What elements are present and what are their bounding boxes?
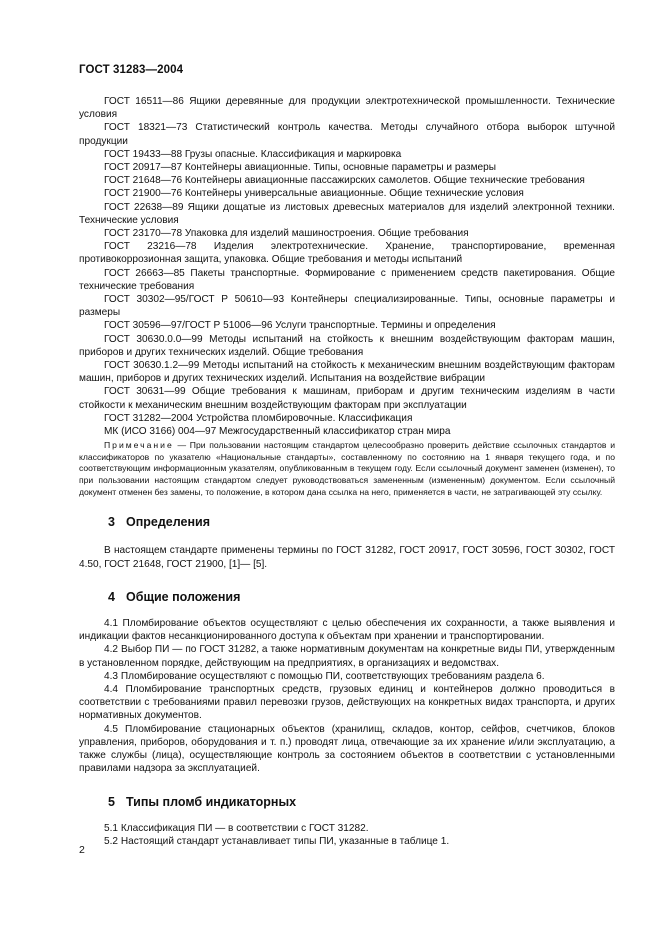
reference-item: ГОСТ 30631—99 Общие требования к машинам, приборам и другим техническим изделиям в части стойкости к механическим внешним воздействующим факторам при эксплуатации bbox=[79, 386, 615, 411]
reference-item: ГОСТ 30630.1.2—99 Методы испытаний на стойкость к механическим внешним воздействующим факторам машин, приборов и других технических изделий. Испытания на воздействие вибрации bbox=[79, 360, 615, 385]
clause-4-1: 4.1 Пломбирование объектов осуществляют с целью обеспечения их сохранности, а также выявления и индикации фактов несанкционированного доступа к объектам при хранении и транспортировании. bbox=[79, 618, 615, 643]
standard-header: ГОСТ 31283—2004 bbox=[79, 64, 184, 76]
reference-item: ГОСТ 16511—86 Ящики деревянные для продукции электротехнической промышленности. Технические условия bbox=[79, 96, 615, 121]
reference-item: ГОСТ 30596—97/ГОСТ Р 51006—96 Услуги транспортные. Термины и определения bbox=[104, 320, 496, 332]
section-4-number: 4 bbox=[108, 589, 115, 604]
section-3-number: 3 bbox=[108, 515, 115, 530]
reference-item: МК (ИСО 3166) 004—97 Межгосударственный классификатор стран мира bbox=[104, 426, 451, 438]
reference-item: ГОСТ 22638—89 Ящики дощатые из листовых древесных материалов для изделий электронной техники. Технические условия bbox=[79, 201, 615, 226]
reference-item: ГОСТ 30630.0.0—99 Методы испытаний на стойкость к внешним воздействующим факторам машин, приборов и других технических изделий. Общие требования bbox=[79, 333, 615, 358]
reference-item: ГОСТ 18321—73 Статистический контроль качества. Методы случайного отбора выборок штучной продукции bbox=[79, 122, 615, 147]
note-label: Примечание bbox=[104, 440, 174, 451]
reference-item: ГОСТ 20917—87 Контейнеры авиационные. Типы, основные параметры и размеры bbox=[104, 162, 497, 174]
clause-4-2: 4.2 Выбор ПИ — по ГОСТ 31282, а также нормативным документам на конкретные виды ПИ, утвержденным в установленном порядке, действующим на предприятиях, в организациях и ведомствах. bbox=[79, 644, 615, 669]
references-list bbox=[79, 95, 615, 438]
clause-5-1: 5.1 Классификация ПИ — в соответствии с ГОСТ 31282. bbox=[104, 822, 369, 834]
section-5-number: 5 bbox=[108, 794, 115, 809]
clause-4-5: 4.5 Пломбирование стационарных объектов (хранилищ, складов, контор, сейфов, счетчиков, блоков управления, приборов, оборудования и т. п.) проводят лица, отвечающие за их хранение и/или эксплуатацию, а также службы (лица), осуществляющие контроль за состоянием объектов в соответствии с установленными правилами надзора за эксплуатацией. bbox=[79, 723, 615, 775]
reference-item: ГОСТ 30302—95/ГОСТ Р 50610—93 Контейнеры специализированные. Типы, основные параметры и размеры bbox=[79, 294, 615, 319]
section-3-title: Определения bbox=[126, 515, 211, 530]
page-number: 2 bbox=[79, 844, 85, 856]
clause-5-2: 5.2 Настоящий стандарт устанавливает типы ПИ, указанные в таблице 1. bbox=[104, 835, 450, 847]
note-text: — При пользовании настоящим стандартом целесообразно проверить действие ссылочных стандартов и классификаторов по указателю «Национальные стандарты», составленному по состоянию на 1 января текущего года, и по соответствующим информационным указателям, опубликованным в текущем году. Если ссылочный документ заменен (изменен), то при пользовании настоящим стандартом следует руководствоваться замененным (измененным) документом. Если ссылочный документ отменен без замены, то положение, в котором дана ссылка на него, применяется в части, не затрагивающей эту ссылку. bbox=[79, 440, 615, 497]
references-note bbox=[79, 440, 615, 498]
section-4-heading bbox=[79, 591, 615, 604]
reference-item: ГОСТ 21648—76 Контейнеры авиационные пассажирских самолетов. Общие технические требования bbox=[104, 175, 585, 187]
reference-item: ГОСТ 21900—76 Контейнеры универсальные авиационные. Общие технические условия bbox=[104, 188, 524, 200]
page-body bbox=[79, 95, 615, 848]
clause-4-3: 4.3 Пломбирование осуществляют с помощью ПИ, соответствующих требованиям раздела 6. bbox=[104, 670, 545, 682]
reference-item: ГОСТ 31282—2004 Устройства пломбировочные. Классификация bbox=[104, 412, 413, 424]
section-4-title: Общие положения bbox=[126, 589, 241, 604]
reference-item: ГОСТ 26663—85 Пакеты транспортные. Формирование с применением средств пакетирования. Общие технические требования bbox=[79, 267, 615, 292]
section-5-heading bbox=[79, 796, 615, 809]
reference-item: ГОСТ 23216—78 Изделия электротехнические. Хранение, транспортирование, временная противокоррозионная защита, упаковка. Общие требования и методы испытаний bbox=[79, 241, 615, 266]
section-4-body bbox=[79, 617, 615, 775]
reference-item: ГОСТ 19433—88 Грузы опасные. Классификация и маркировка bbox=[104, 148, 402, 160]
section-5-body bbox=[79, 822, 615, 848]
clause-4-4: 4.4 Пломбирование транспортных средств, грузовых единиц и контейнеров должно проводиться в соответствии с требованиями правил перевозки грузов, действующих на конкретных видах транспорта, и других нормативных документов. bbox=[79, 684, 615, 722]
section-3-heading bbox=[79, 516, 615, 529]
section-5-title: Типы пломб индикаторных bbox=[126, 794, 297, 809]
section-3-text: В настоящем стандарте применены термины по ГОСТ 31282, ГОСТ 20917, ГОСТ 30596, ГОСТ 30302, ГОСТ 4.50, ГОСТ 21648, ГОСТ 21900, [1]— [5]. bbox=[79, 545, 615, 570]
reference-item: ГОСТ 23170—78 Упаковка для изделий машиностроения. Общие требования bbox=[104, 228, 469, 240]
